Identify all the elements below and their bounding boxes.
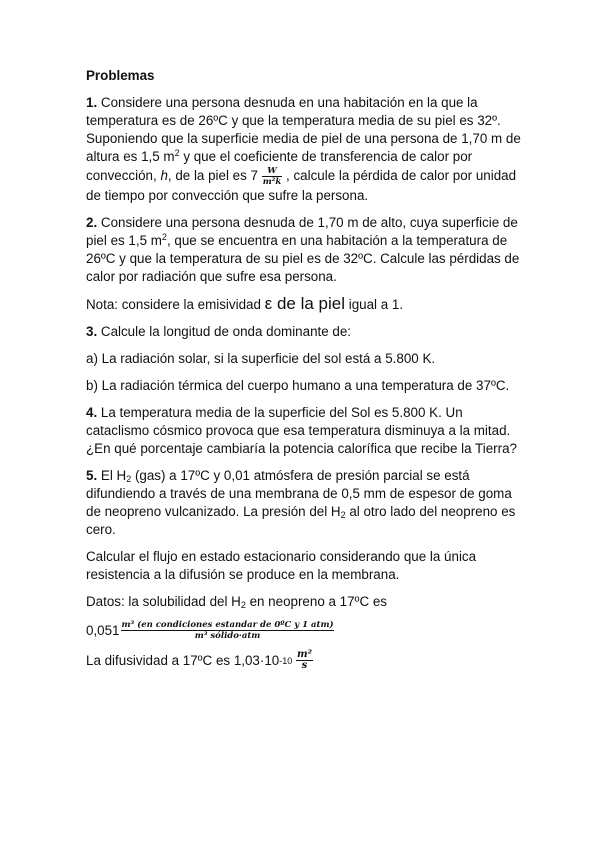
problem-5-sub-a: 2	[126, 474, 132, 484]
datos-text-a: Datos: la solubilidad del H	[86, 594, 241, 609]
problem-2-text-b: , que se encuentra en una habitación a la temperatura de 26ºC y que la temperatura de su piel es de 32ºC. Calcule las pérdidas de calor por radiación que sufre esa persona.	[86, 233, 520, 284]
problem-5-text-b: (gas) a 17ºC y 0,01 atmósfera de presión parcial se está difundiendo a través de una membrana de 0,5 mm de espesor de goma de neopreno vulcanizado. La presión del H	[86, 468, 512, 519]
problem-1-text-c: , de la piel es 7	[167, 168, 262, 184]
solubility-fraction	[121, 620, 335, 641]
problem-2-sup: 2	[161, 232, 167, 242]
diffusivity-text: La difusividad a 17ºC es 1,03·10	[86, 652, 280, 668]
diffusivity-fraction	[296, 650, 313, 671]
problem-1-fraction-denominator: m²k	[262, 177, 282, 187]
note	[86, 295, 526, 314]
problem-4-text: La temperatura media de la superficie del Sol es 5.800 K. Un cataclismo cósmico provoca que esa temperatura disminuya a la mitad.¿En qué porcentaje cambiaría la potencia calorífica que recibe la Tierra?	[86, 405, 517, 456]
problem-1-text-d: , calcule la pérdida de calor por unidad de tiempo por convección que sufre la persona.	[86, 168, 517, 203]
problem-1-fraction-numerator: W	[267, 166, 277, 176]
problem-1-text-a: Considere una persona desnuda en una habitación en la que la temperatura es de 26ºC y que la temperatura media de su piel es 32º. Suponiendo que la superficie media de piel de una persona de 1,70 m de altura es 1,5 m	[86, 95, 521, 164]
problem-5-text-c: al otro lado del neopreno es cero.	[86, 504, 516, 537]
note-text-b: igual a 1.	[345, 297, 404, 312]
problem-2-text-a: Considere una persona desnuda de 1,70 m de alto, cuya superficie de piel es 1,5 m	[86, 215, 518, 248]
problem-2	[86, 214, 526, 286]
problem-5-number: 5.	[86, 468, 98, 483]
problem-4	[86, 404, 526, 458]
solubility-value: 0,051	[86, 622, 120, 638]
problem-1-fraction	[262, 166, 283, 187]
problem-3	[86, 323, 526, 341]
problem-5-sub-b: 2	[340, 510, 346, 520]
problem-1	[86, 94, 526, 205]
problem-1-text-b: y que el coeficiente de transferencia de calor por convección,	[86, 149, 473, 184]
solubility-denominator: m³ sólido·atm	[121, 630, 335, 641]
note-text-a: Nota: considere la emisividad	[86, 297, 265, 312]
problem-3-number: 3.	[86, 324, 98, 339]
problem-1-var-h: h	[160, 168, 168, 184]
problem-3b: b) La radiación térmica del cuerpo humano a una temperatura de 37ºC.	[86, 378, 510, 393]
problem-1-number: 1.	[86, 95, 98, 110]
problem-5-text-a: El H	[97, 468, 127, 483]
solubility-numerator: m³ (en condiciones estandar de 0ºC y 1 atm)	[121, 620, 334, 630]
problem-1-sup: 2	[174, 148, 180, 158]
problem-5	[86, 467, 526, 539]
note-emissivity: ε de la piel	[264, 294, 345, 313]
problem-3a: a) La radiación solar, si la superficie del sol está a 5.800 K.	[86, 351, 436, 366]
problem-2-number: 2.	[86, 215, 98, 230]
document-content	[86, 67, 526, 680]
datos-sub: 2	[240, 600, 246, 610]
page-title: Problemas	[86, 68, 155, 83]
diffusivity-denominator: s	[296, 660, 313, 671]
problem-4-number: 4.	[86, 405, 98, 420]
diffusivity-numerator: m²	[296, 649, 312, 660]
problem-5-calc: Calcular el flujo en estado estacionario considerando que la única resistencia a la difusión se produce en la membrana.	[86, 549, 477, 582]
problem-5-datos	[86, 593, 526, 611]
solubility-expression	[86, 620, 526, 641]
datos-text-b: en neopreno a 17ºC es	[245, 594, 387, 609]
problem-3-text: Calcule la longitud de onda dominante de:	[97, 324, 352, 339]
diffusivity-expression: La difusividad a 17ºC es 1,03·10 -10 $\frac{\text{m²}}{s}$	[86, 649, 312, 671]
